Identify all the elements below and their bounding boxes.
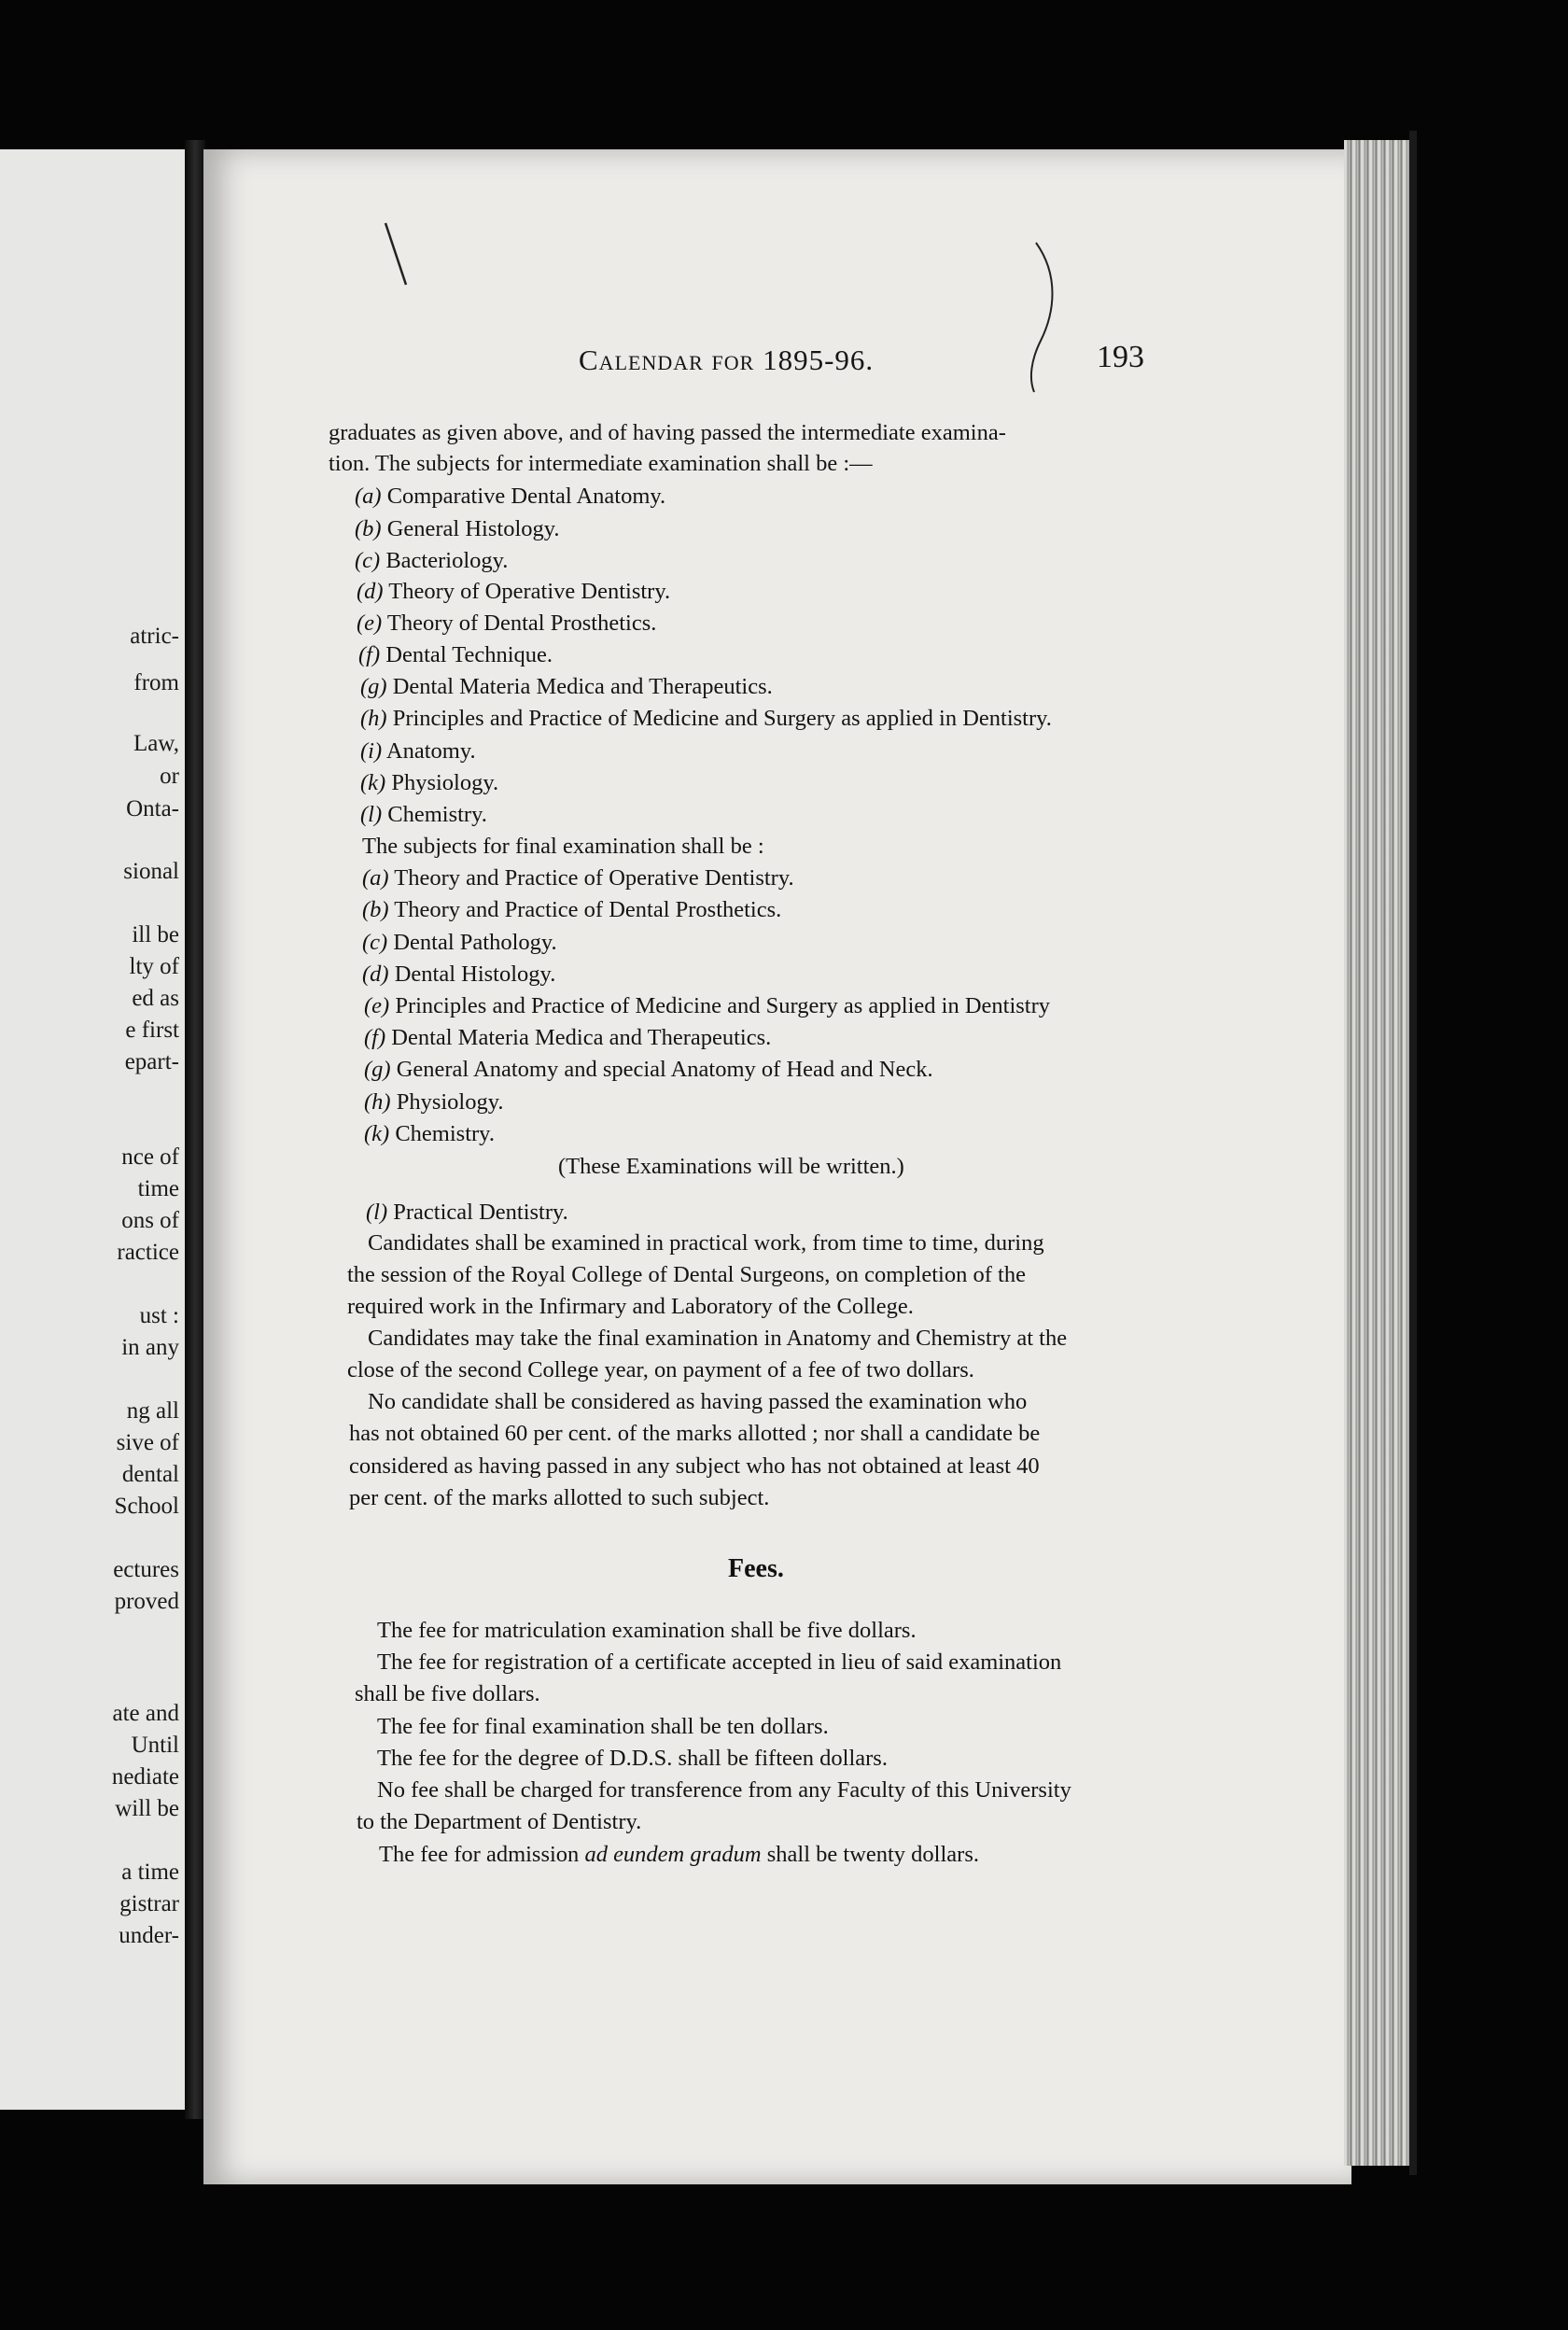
list-item: (e) Theory of Dental Prosthetics. xyxy=(357,611,657,636)
body-line: to the Department of Dentistry. xyxy=(357,1809,642,1834)
page-edge-shadow xyxy=(1409,131,1417,2175)
left-fragment: dental xyxy=(121,1462,179,1487)
left-fragment: from xyxy=(133,670,179,695)
page-number: 193 xyxy=(1097,340,1144,374)
list-item: (k) Chemistry. xyxy=(364,1121,495,1146)
body-line: required work in the Infirmary and Laboratory of the College. xyxy=(347,1294,914,1319)
body-line: The fee for admission ad eundem gradum shall be twenty dollars. xyxy=(379,1842,979,1867)
list-item: (k) Physiology. xyxy=(360,770,499,795)
left-fragment: ectures xyxy=(113,1557,179,1582)
left-fragment: ust : xyxy=(139,1303,179,1328)
body-line: Candidates shall be examined in practical work, from time to time, during xyxy=(368,1230,1044,1256)
body-line: shall be five dollars. xyxy=(355,1681,540,1706)
left-fragment: atric- xyxy=(130,624,179,649)
list-item: (f) Dental Materia Medica and Therapeutics. xyxy=(364,1025,772,1050)
written-note: (These Examinations will be written.) xyxy=(558,1154,904,1179)
list-item: (d) Dental Histology. xyxy=(362,961,556,987)
left-fragment: or xyxy=(160,764,179,789)
left-fragment: under- xyxy=(119,1923,179,1948)
body-line: The fee for the degree of D.D.S. shall be fifteen dollars. xyxy=(377,1746,888,1771)
list-item: (g) Dental Materia Medica and Therapeutics. xyxy=(360,674,773,699)
body-line: No candidate shall be considered as having passed the examination who xyxy=(368,1389,1028,1414)
left-fragment: Until xyxy=(131,1733,179,1758)
body-line: per cent. of the marks allotted to such subject. xyxy=(349,1485,770,1510)
list-item: (h) Physiology. xyxy=(364,1089,504,1115)
body-line: tion. The subjects for intermediate examination shall be :— xyxy=(329,451,873,476)
body-line: The fee for matriculation examination shall be five dollars. xyxy=(377,1618,917,1643)
pencil-mark-icon xyxy=(378,219,415,294)
left-fragment: ate and xyxy=(112,1701,179,1726)
left-fragment: ill be xyxy=(132,922,179,947)
left-fragment: ed as xyxy=(132,986,179,1011)
body-line: No fee shall be charged for transference from any Faculty of this University xyxy=(377,1777,1071,1803)
body-line: The fee for registration of a certificate accepted in lieu of said examination xyxy=(377,1649,1062,1675)
book-gutter xyxy=(185,140,205,2119)
left-fragment: a time xyxy=(121,1860,179,1885)
list-item: (f) Dental Technique. xyxy=(358,642,553,667)
pencil-bracket-icon xyxy=(1017,238,1064,397)
list-item: (c) Dental Pathology. xyxy=(362,930,557,955)
left-fragment: Onta- xyxy=(126,796,179,821)
left-fragment: epart- xyxy=(124,1049,179,1074)
body-line: the session of the Royal College of Dental Surgeons, on completion of the xyxy=(347,1262,1026,1287)
left-fragment: gistrar xyxy=(119,1891,179,1916)
list-item: (g) General Anatomy and special Anatomy of Head and Neck. xyxy=(364,1057,933,1082)
left-fragment: School xyxy=(114,1494,179,1519)
previous-page-fragment xyxy=(0,149,185,2110)
body-line: graduates as given above, and of having passed the intermediate examina- xyxy=(329,420,1006,445)
list-item: (i) Anatomy. xyxy=(360,738,476,764)
body-line: close of the second College year, on payment of a fee of two dollars. xyxy=(347,1357,974,1383)
left-fragment: will be xyxy=(115,1796,179,1821)
running-header: Calendar for 1895-96. xyxy=(579,344,875,376)
left-fragment: nce of xyxy=(121,1144,179,1170)
list-item: (b) General Histology. xyxy=(355,516,560,541)
body-line: The subjects for final examination shall be : xyxy=(362,834,764,859)
page-edges xyxy=(1344,140,1409,2166)
left-fragment: sive of xyxy=(116,1430,179,1455)
left-fragment: e first xyxy=(125,1018,179,1043)
fees-heading: Fees. xyxy=(728,1554,784,1583)
left-fragment: Law, xyxy=(133,731,179,756)
left-fragment: proved xyxy=(114,1589,179,1614)
body-line: considered as having passed in any subject who has not obtained at least 40 xyxy=(349,1453,1040,1479)
list-item: (l) Practical Dentistry. xyxy=(366,1200,568,1225)
body-line: Candidates may take the final examination in Anatomy and Chemistry at the xyxy=(368,1326,1068,1351)
list-item: (b) Theory and Practice of Dental Prosthetics. xyxy=(362,897,782,922)
left-fragment: in any xyxy=(121,1335,179,1360)
list-item: (e) Principles and Practice of Medicine and Surgery as applied in Dentistry xyxy=(364,993,1051,1018)
list-item: (c) Bacteriology. xyxy=(355,548,509,573)
left-fragment: ons of xyxy=(121,1208,179,1233)
list-item: (l) Chemistry. xyxy=(360,802,487,827)
left-fragment: ractice xyxy=(117,1240,179,1265)
left-fragment: lty of xyxy=(129,954,179,979)
left-fragment: time xyxy=(137,1176,179,1201)
left-fragment: ng all xyxy=(126,1398,179,1424)
list-item: (d) Theory of Operative Dentistry. xyxy=(357,579,671,604)
body-line: has not obtained 60 per cent. of the marks allotted ; nor shall a candidate be xyxy=(349,1421,1041,1446)
body-line: The fee for final examination shall be ten dollars. xyxy=(377,1714,829,1739)
left-fragment: sional xyxy=(123,859,179,884)
left-fragment: nediate xyxy=(111,1764,179,1790)
list-item: (h) Principles and Practice of Medicine and Surgery as applied in Dentistry. xyxy=(360,706,1052,731)
list-item: (a) Comparative Dental Anatomy. xyxy=(355,484,666,509)
list-item: (a) Theory and Practice of Operative Dentistry. xyxy=(362,865,794,891)
